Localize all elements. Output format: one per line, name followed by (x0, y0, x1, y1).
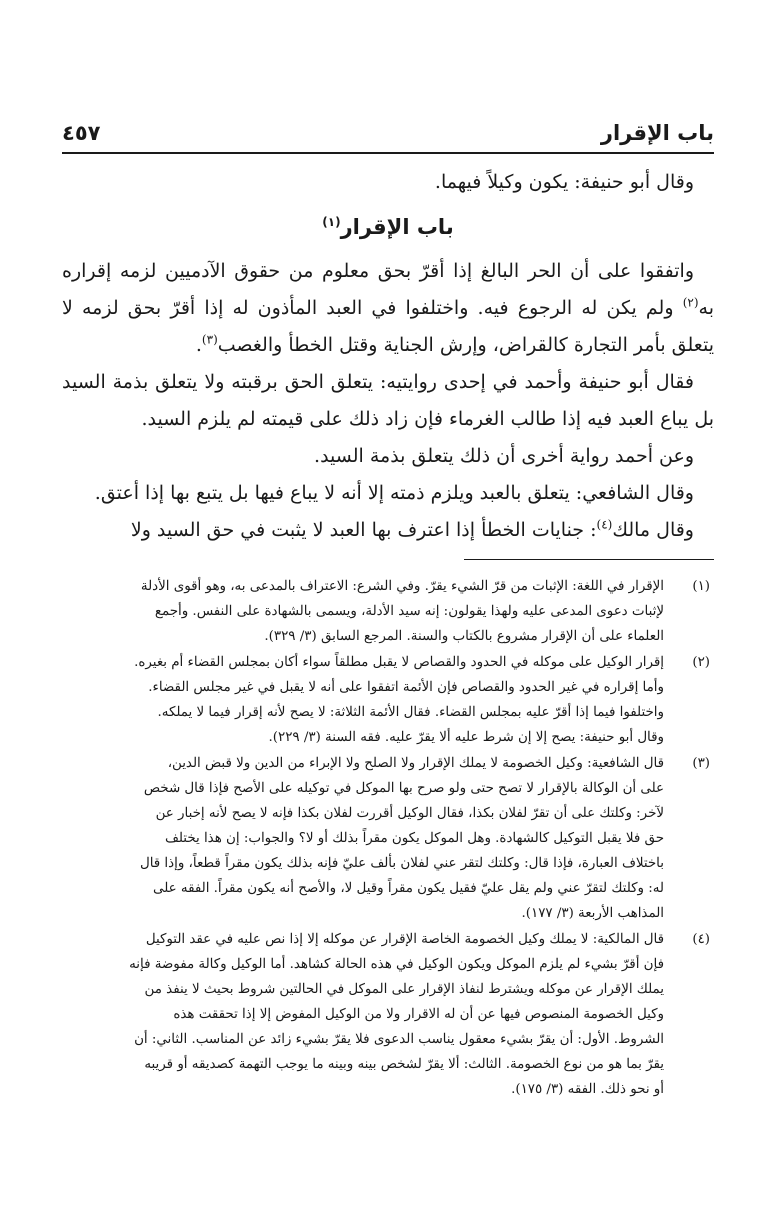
paragraph-5-part-a: وقال مالك (612, 519, 694, 541)
paragraph-4: وقال الشافعي: يتعلق بالعبد ويلزم ذمته إلا أنه لا يباع فيها بل يتبع بها إذا أعتق. (94, 482, 694, 504)
footnote-line: يقرّ بما هو من نوع الخصومة. الثالث: ألا يقرّ لشخص بينه وبينه ما يوجب التهمة كصديقه أو قريبه (144, 1057, 664, 1072)
footnote-number: (٤) (692, 932, 710, 947)
footnote-line: باختلاف العبارة، فإذا قال: وكلتك لتقر عني لفلان بألف عليّ فإنه بذلك يكون مقراً قطعاً، وإذا قال (139, 856, 664, 871)
paragraph-1 (62, 253, 714, 364)
footnote-4 (62, 927, 714, 1102)
footnote-line: يملك الإقرار عن موكله ويشترط لنفاذ الإقرار على الموكل في الحالتين شروط بحيث لا ينفذ من (144, 982, 664, 997)
footnote-ref-3: (٣) (201, 332, 218, 347)
paragraph-2: فقال أبو حنيفة وأحمد في إحدى روايتيه: يتعلق الحق برقبته ولا يتعلق بذمة السيد بل يباع العبد فيه إذا طالب الغرماء فإن زاد ذلك على قيمته لم يلزم السيد. (62, 371, 714, 430)
footnote-line: حق فلا يقبل التوكيل كالشهادة. وهل الموكل يكون مقراً بذلك أو لا؟ والجواب: إن هذا يختلف (164, 831, 664, 846)
footnote-text (62, 650, 664, 750)
footnote-line: له: وكلتك لتقرّ عني ولم يقل عليّ فقيل يكون مقراً وقيل لا، والأصح أنه يكون مقراً. الفقه على (153, 881, 664, 896)
footnote-number: (١) (692, 579, 710, 594)
footnote-2 (62, 650, 714, 750)
chapter-title-text: باب الإقرار (340, 215, 454, 239)
footnote-line: العلماء على أن الإقرار مشروع بالكتاب والسنة. المرجع السابق (٣/ ٣٢٩). (264, 629, 664, 644)
footnote-line: قال الشافعية: وكيل الخصومة لا يملك الإقرار ولا الصلح ولا الإبراء من الدين ولا قبض الدين، (167, 756, 664, 771)
footnote-line: إقرار الوكيل على موكله في الحدود والقصاص لا يقبل مطلقاً سواء أكان بمجلس القضاء أم بغيره. (134, 655, 664, 670)
footnote-divider (464, 559, 714, 560)
chapter-title (62, 205, 714, 249)
footnote-ref-4: (٤) (596, 517, 613, 532)
footnote-line: واختلفوا فيما إذا أقرّ عليه بمجلس القضاء. فقال الأئمة الثلاثة: لا يصح لأنه إقرار فيما لا يملكه. (157, 705, 664, 720)
footnote-line: المذاهب الأربعة (٣/ ١٧٧). (521, 906, 664, 921)
footnote-line: وكيل الخصومة المنصوص فيها عن أن له الاقرار ولا من الوكيل المفوض إلا إذا تحققت هذه (173, 1007, 664, 1022)
footnote-line: قال المالكية: لا يملك وكيل الخصومة الخاصة الإقرار عن موكله إلا إذا نص عليه في عقد التوكيل (145, 932, 664, 947)
footnote-ref-1: (١) (322, 215, 341, 229)
page-number: ٤٥٧ (62, 121, 101, 145)
footnote-line: فإن أقرّ بشيء لم يلزم الموكل ويكون الوكيل في هذه الحالة كشاهد. أما الوكيل وكالة مفوضة فإنه (129, 957, 664, 972)
footnote-line: أو نحو ذلك. الفقه (٣/ ١٧٥). (511, 1082, 664, 1097)
book-page (62, 118, 714, 1103)
paragraph-3: وعن أحمد رواية أخرى أن ذلك يتعلق بذمة السيد. (314, 445, 694, 467)
footnote-line: وأما إقراره في غير الحدود والقصاص فإن الأئمة اتفقوا على أنه لا يقبل في غير مجلس القضاء. (148, 680, 664, 695)
footnote-text (62, 927, 664, 1102)
footnote-line: وقال أبو حنيفة: يصح إلا إن شرط عليه ألا يقرّ عليه. فقه السنة (٣/ ٢٢٩). (268, 730, 664, 745)
main-text (62, 164, 714, 549)
footnote-line: الشروط. الأول: أن يقرّ بشيء معقول يناسب الدعوى فلا يقرّ بشيء زائد عن المناسب. الثاني: أن (134, 1032, 664, 1047)
footnote-number: (٢) (692, 655, 710, 670)
footnote-text (62, 574, 664, 649)
intro-paragraph: وقال أبو حنيفة: يكون وكيلاً فيهما. (434, 171, 694, 193)
footnote-number: (٣) (692, 756, 710, 771)
footnote-3 (62, 751, 714, 926)
paragraph-5 (62, 512, 714, 549)
footnote-line: الإقرار في اللغة: الإثبات من قرّ الشيء يقرّ. وفي الشرع: الاعتراف بالمدعى به، وهو أقوى الأدلة (140, 579, 664, 594)
footnote-line: لآخر: وكلتك على أن تقرّ لفلان بكذا، فقال الوكيل أقررت لفلان بكذا فإنه لا يصح لأنه إخبار عن (155, 806, 664, 821)
footnote-ref-2: (٢) (682, 295, 699, 310)
footnote-line: على أن الوكالة بالإقرار لا تصح حتى ولو صرح بها الموكل في توكيله على الأصح فإذا قال شخص (143, 781, 664, 796)
paragraph-5-part-b: : جنايات الخطأ إذا اعترف بها العبد لا يثبت في حق السيد ولا (130, 519, 597, 541)
paragraph-1-part-a: واتفقوا على أن الحر البالغ إذا أقرّ بحق معلوم من حقوق الآدميين لزمه إقراره به (62, 260, 714, 319)
running-header-chapter: باب الإقرار (600, 121, 714, 145)
footnote-line: لإثبات دعوى المدعى عليه ولهذا يقولون: إنه سيد الأدلة، ويسمى بالشهادة على النفس. وأجمع (154, 604, 664, 619)
running-header (62, 118, 714, 154)
footnote-text (62, 751, 664, 926)
paragraph-1-part-b: ولم يكن له الرجوع فيه. واختلفوا في العبد المأذون له إذا أقرّ بحق لزمه لا يتعلق بأمر التجارة كالقراض، وإرش الجناية وقتل الخطأ والغصب (62, 297, 714, 356)
paragraph-1-part-c: . (195, 334, 202, 356)
footnotes (62, 574, 714, 1102)
footnote-1 (62, 574, 714, 649)
